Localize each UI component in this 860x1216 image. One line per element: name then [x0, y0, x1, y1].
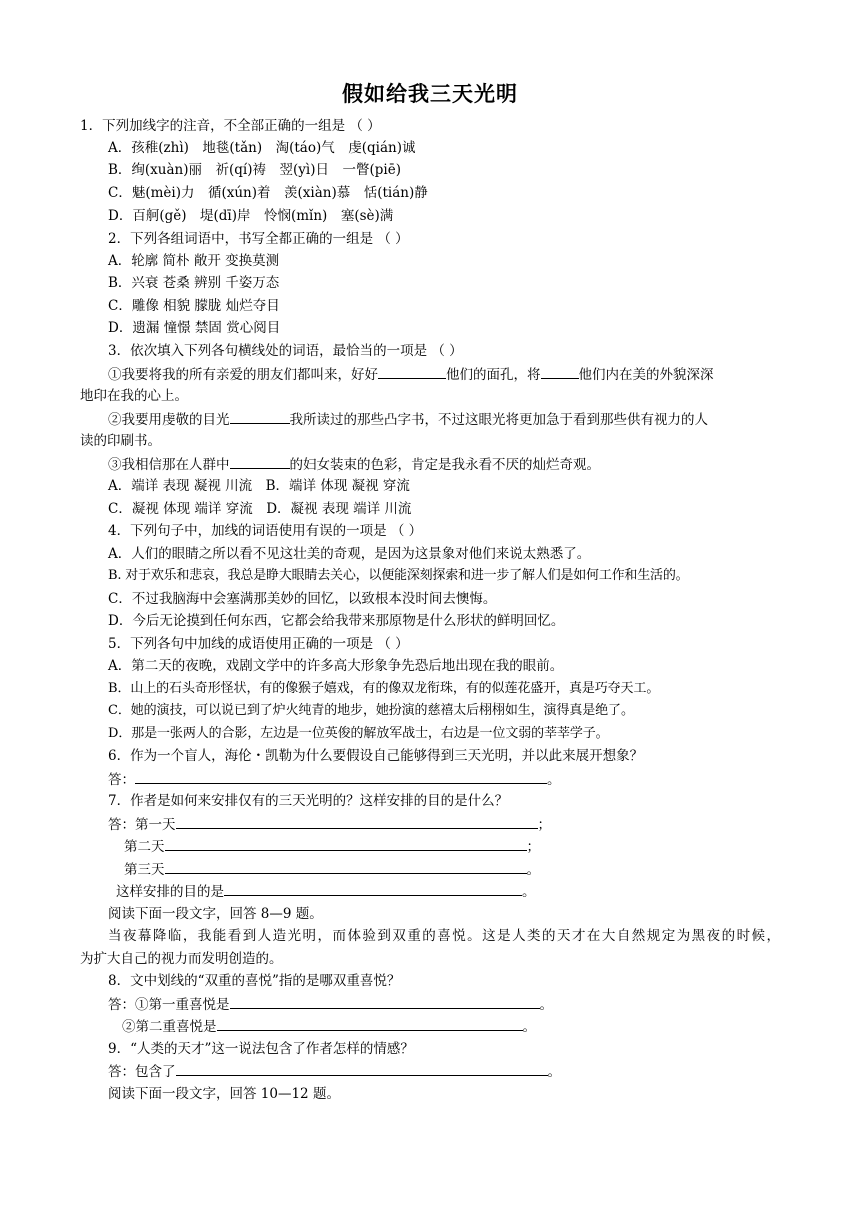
question-4-option-a: A．人们的眼睛之所以看不见这壮美的奇观，是因为这景象对他们来说太熟悉了。 — [108, 546, 591, 562]
punctuation: 。 — [547, 1064, 561, 1080]
question-2-option-d: D．遗漏 憧憬 禁固 赏心阅目 — [108, 320, 281, 336]
question-7-purpose — [116, 881, 536, 901]
answer-label: 答：包含了 — [108, 1064, 176, 1080]
fill-blank — [230, 409, 290, 424]
question-7-day3 — [124, 859, 540, 879]
question-5-option-c: C．她的演技，可以说已到了炉火纯青的地步，她扮演的慈禧太后栩栩如生，演得真是绝了。 — [108, 703, 634, 718]
question-6-answer — [108, 769, 561, 789]
answer-line[interactable] — [176, 1061, 548, 1076]
answer-label: 答： — [108, 772, 135, 788]
question-3-sentence-2 — [108, 409, 708, 429]
answer-label: 这样安排的目的是 — [116, 884, 224, 900]
sentence-2-part-b: 我所读过的那些凸字书，不过这眼光将更加急于看到那些供有视力的人 — [289, 412, 708, 428]
question-7-day2 — [124, 836, 540, 856]
question-4-option-b: B. 对于欢乐和悲哀，我总是睁大眼睛去关心，以便能深刻探索和进一步了解人们是如何工作和生活的。 — [108, 568, 689, 583]
question-6-stem: 6．作为一个盲人，海伦・凯勒为什么要假设自己能够得到三天光明，并以此来展开想象？ — [108, 748, 644, 764]
question-3-options-ab: A．端详 表现 凝视 川流 B．端详 体现 凝视 穿流 — [108, 478, 410, 494]
page-title: 假如给我三天光明 — [342, 82, 518, 106]
question-9-answer — [108, 1061, 561, 1081]
question-1-option-b: B．绚(xuàn)丽 祈(qí)祷 翌(yì)日 一瞥(piē) — [108, 162, 401, 178]
question-7-day1 — [108, 814, 551, 834]
answer-line[interactable] — [217, 1016, 523, 1031]
question-4-option-d: D．今后无论摸到任何东西，它都会给我带来那原物是什么形状的鲜明回忆。 — [108, 613, 565, 629]
question-5-option-d: D．那是一张两人的合影，左边是一位英俊的解放军战士，右边是一位文弱的莘莘学子。 — [108, 726, 609, 741]
question-1-option-d: D．百舸(gě) 堤(dī)岸 怜悯(mǐn) 塞(sè)满 — [108, 208, 394, 224]
punctuation: ； — [537, 817, 551, 833]
question-4-stem: 4．下列句子中，加线的词语使用有误的一项是 （ ） — [108, 523, 423, 539]
fill-blank — [541, 364, 579, 379]
answer-label: 答：①第一重喜悦是 — [108, 997, 230, 1013]
question-5-option-b: B．山上的石头奇形怪状，有的像猴子嬉戏，有的像双龙衔珠，有的似莲花盛开，真是巧夺天工。 — [108, 681, 660, 696]
question-2-stem: 2．下列各组词语中，书写全都正确的一组是 （ ） — [108, 231, 409, 247]
punctuation: ； — [526, 839, 540, 855]
fill-blank — [378, 364, 446, 379]
answer-line[interactable] — [165, 859, 527, 874]
punctuation: 。 — [547, 772, 561, 788]
punctuation: 。 — [539, 997, 553, 1013]
answer-line[interactable] — [165, 836, 527, 851]
question-8-answer-2 — [122, 1016, 536, 1036]
answer-label: 答：第一天 — [108, 817, 176, 833]
answer-line[interactable] — [230, 994, 540, 1009]
question-2-option-a: A．轮廓 简朴 敞开 变换莫测 — [108, 253, 280, 269]
question-3-sentence-3 — [108, 454, 600, 474]
passage-1-line-1: 当夜幕降临，我能看到人造光明，而体验到双重的喜悦。这是人类的天才在大自然规定为黑夜的时候， — [108, 928, 780, 944]
question-3-sentence-1 — [108, 364, 714, 384]
passage-1-line-2: 为扩大自己的视力而发明创造的。 — [80, 951, 283, 967]
sentence-1-part-b: 他们的面孔，将 — [446, 367, 541, 383]
question-1-stem: 1．下列加线字的注音，不全部正确的一组是 （ ） — [80, 118, 381, 134]
sentence-1-part-c: 他们内在美的外貌深深 — [578, 367, 714, 383]
punctuation: 。 — [522, 884, 536, 900]
question-4-option-c: C．不过我脑海中会塞满那美妙的回忆，以致根本没时间去懊悔。 — [108, 591, 497, 607]
question-5-option-a: A．第二天的夜晚，戏剧文学中的许多高大形象争先恐后地出现在我的眼前。 — [108, 658, 564, 674]
question-3-sentence-2-cont: 读的印刷书。 — [80, 433, 161, 449]
question-3-stem: 3．依次填入下列各句横线处的词语，最恰当的一项是 （ ） — [108, 343, 463, 359]
fill-blank — [230, 454, 290, 469]
question-8-answer-1 — [108, 994, 553, 1014]
question-7-stem: 7．作者是如何来安排仅有的三天光明的？这样安排的目的是什么？ — [108, 793, 509, 809]
answer-line[interactable] — [135, 769, 547, 784]
sentence-3-part-b: 的妇女装束的色彩，肯定是我永看不厌的灿烂奇观。 — [289, 457, 600, 473]
question-5-stem: 5．下列各句中加线的成语使用正确的一项是 （ ） — [108, 636, 409, 652]
punctuation: 。 — [526, 862, 540, 878]
question-9-stem: 9．“人类的天才”这一说法包含了作者怎样的情感？ — [108, 1041, 414, 1057]
question-2-option-c: C．雕像 相貌 朦胧 灿烂夺目 — [108, 298, 280, 314]
sentence-3-part-a: ③我相信那在人群中 — [108, 457, 230, 473]
answer-label: ②第二重喜悦是 — [122, 1019, 217, 1035]
sentence-1-part-a: ①我要将我的所有亲爱的朋友们都叫来，好好 — [108, 367, 378, 383]
question-2-option-b: B．兴衰 苍桑 辨别 千姿万态 — [108, 275, 280, 291]
answer-label: 第二天 — [124, 839, 165, 855]
passage-2-intro: 阅读下面一段文字，回答 10—12 题。 — [108, 1086, 340, 1102]
sentence-2-part-a: ②我要用虔敬的目光 — [108, 412, 230, 428]
answer-label: 第三天 — [124, 862, 165, 878]
punctuation: 。 — [522, 1019, 536, 1035]
question-1-option-c: C．魅(mèi)力 循(xún)着 羡(xiàn)慕 恬(tián)静 — [108, 185, 428, 201]
question-1-option-a: A．孩稚(zhì) 地毯(tǎn) 淘(táo)气 虔(qián)诚 — [108, 140, 416, 156]
question-3-sentence-1-cont: 地印在我的心上。 — [80, 388, 188, 404]
answer-line[interactable] — [224, 881, 522, 896]
question-8-stem: 8．文中划线的“双重的喜悦”指的是哪双重喜悦？ — [108, 973, 401, 989]
passage-1-intro: 阅读下面一段文字，回答 8—9 题。 — [108, 906, 323, 922]
question-3-options-cd: C．凝视 体现 端详 穿流 D．凝视 表现 端详 川流 — [108, 501, 412, 517]
answer-line[interactable] — [176, 814, 538, 829]
